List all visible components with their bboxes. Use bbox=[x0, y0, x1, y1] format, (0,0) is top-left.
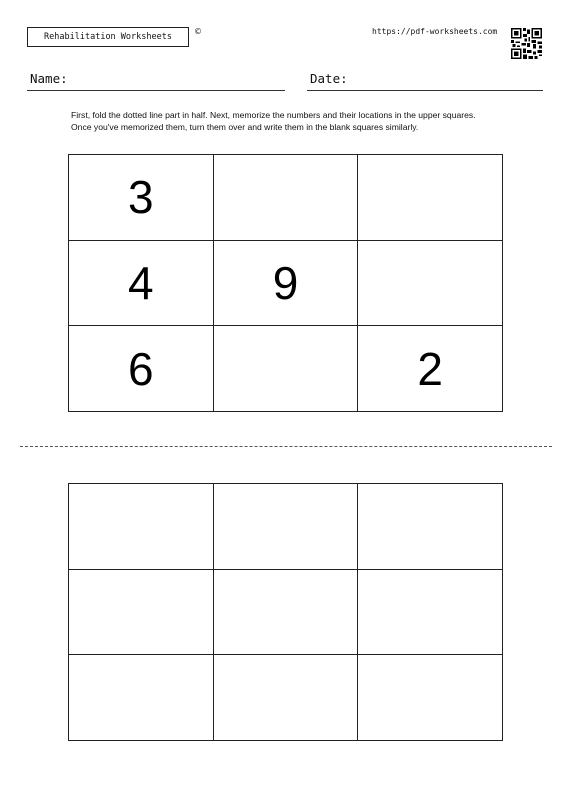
answer-cell[interactable] bbox=[214, 570, 359, 656]
answer-cell[interactable] bbox=[69, 484, 214, 570]
memory-cell bbox=[214, 155, 359, 241]
answer-cell[interactable] bbox=[69, 570, 214, 656]
qr-code-icon bbox=[511, 28, 542, 59]
copyright-mark: © bbox=[194, 27, 202, 36]
worksheet-title: Rehabilitation Worksheets bbox=[27, 27, 189, 47]
answer-cell[interactable] bbox=[358, 570, 503, 656]
memory-grid bbox=[68, 154, 503, 412]
answer-cell[interactable] bbox=[69, 655, 214, 741]
memory-cell: 9 bbox=[214, 241, 359, 327]
name-label: Name: bbox=[30, 71, 68, 86]
answer-cell[interactable] bbox=[214, 484, 359, 570]
memory-cell: 2 bbox=[358, 326, 503, 412]
memory-cell bbox=[214, 326, 359, 412]
instructions: First, fold the dotted line part in half. Next, memorize the numbers and their locations in the upper squares. Once you've memorized them, turn them over and write them in the blank squares similarly. bbox=[71, 110, 476, 132]
date-field[interactable] bbox=[307, 90, 543, 91]
answer-cell[interactable] bbox=[214, 655, 359, 741]
name-field[interactable] bbox=[27, 90, 285, 91]
memory-cell bbox=[358, 241, 503, 327]
site-url[interactable]: https://pdf-worksheets.com bbox=[372, 27, 498, 36]
answer-cell[interactable] bbox=[358, 484, 503, 570]
memory-cell: 4 bbox=[69, 241, 214, 327]
answer-grid bbox=[68, 483, 503, 741]
memory-cell bbox=[358, 155, 503, 241]
fold-line bbox=[20, 446, 552, 447]
memory-cell: 3 bbox=[69, 155, 214, 241]
memory-cell: 6 bbox=[69, 326, 214, 412]
answer-cell[interactable] bbox=[358, 655, 503, 741]
date-label: Date: bbox=[310, 71, 348, 86]
